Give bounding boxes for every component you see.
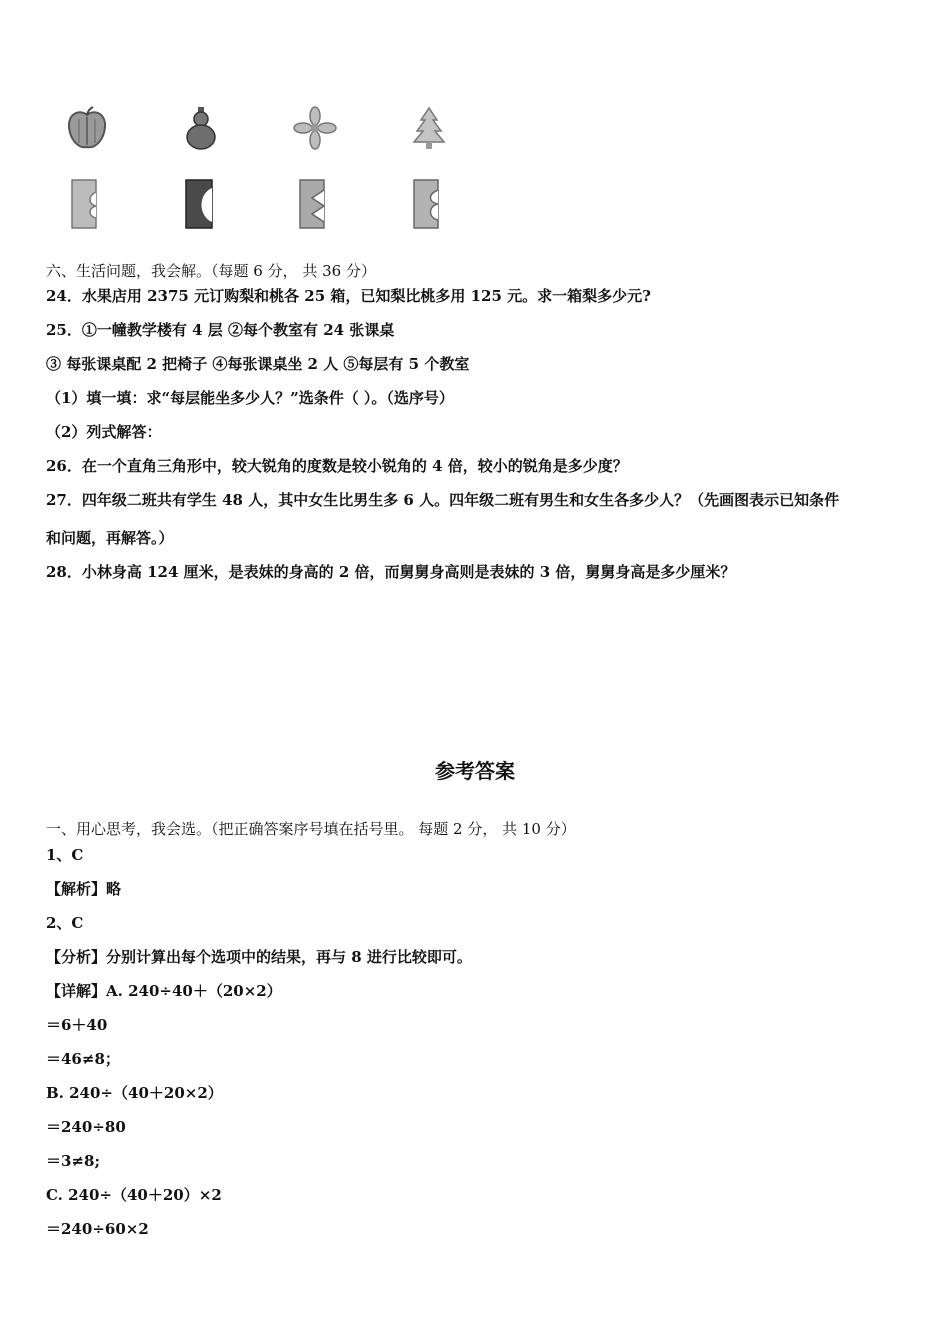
answers-section1-heading: 一、用心思考，我会选。（把正确答案序号填在括号里。 每题 2 分， 共 10 分） (46, 820, 576, 838)
apple-shape-icon (55, 100, 119, 156)
question-27-line2: 和问题，再解答。） (46, 529, 174, 547)
question-24: 24．水果店用 2375 元订购梨和桃各 25 箱，已知梨比桃多用 125 元。求一箱梨多少元? (46, 287, 651, 305)
cutout-card-4-icon (397, 176, 461, 232)
gourd-shape-icon (169, 100, 233, 156)
question-27-line1: 27．四年级二班共有学生 48 人，其中女生比男生多 6 人。四年级二班有男生和女生各多少人？（先画图表示已知条件 (46, 491, 840, 509)
calc-step: ＝3≠8; (46, 1152, 100, 1170)
tree-shape-icon (397, 100, 461, 156)
cutout-card-1-icon (55, 176, 119, 232)
question-26: 26．在一个直角三角形中，较大锐角的度数是较小锐角的 4 倍，较小的锐角是多少度？ (46, 457, 628, 475)
shape-figures-bottom-row (55, 176, 461, 232)
answer-2-detail: 【详解】A. 240÷40＋（20×2） (46, 982, 282, 1000)
answers-title: 参考答案 (435, 759, 515, 783)
question-25-line1: 25．①一幢教学楼有 4 层 ②每个教室有 24 张课桌 (46, 321, 395, 339)
calc-option-c: C. 240÷（40＋20）×2 (46, 1186, 222, 1204)
answer-1-analysis: 【解析】略 (46, 880, 122, 898)
answer-2-analysis: 【分析】分别计算出每个选项中的结果，再与 8 进行比较即可。 (46, 948, 472, 966)
question-25-line2: ③ 每张课桌配 2 把椅子 ④每张课桌坐 2 人 ⑤每层有 5 个教室 (46, 355, 470, 373)
answer-2: 2、C (46, 914, 84, 932)
calc-step: ＝240÷80 (46, 1118, 126, 1136)
shape-figures-top-row (55, 100, 461, 156)
question-28: 28．小林身高 124 厘米，是表妹的身高的 2 倍，而舅舅身高则是表妹的 3 倍，舅舅身高是多少厘米？ (46, 563, 736, 581)
cutout-card-2-icon (169, 176, 233, 232)
calc-step: ＝46≠8； (46, 1050, 120, 1068)
calc-step: ＝6＋40 (46, 1016, 108, 1034)
cutout-card-3-icon (283, 176, 347, 232)
answer-1: 1、C (46, 846, 84, 864)
section6-heading: 六、生活问题，我会解。（每题 6 分， 共 36 分） (46, 262, 376, 280)
question-25-part2: （2）列式解答： (46, 423, 162, 441)
flower-shape-icon (283, 100, 347, 156)
question-25-part1: （1）填一填：求“每层能坐多少人？”选条件（ ）。（选序号） (46, 389, 454, 407)
calc-step: ＝240÷60×2 (46, 1220, 149, 1238)
calc-option-b: B. 240÷（40＋20×2） (46, 1084, 223, 1102)
